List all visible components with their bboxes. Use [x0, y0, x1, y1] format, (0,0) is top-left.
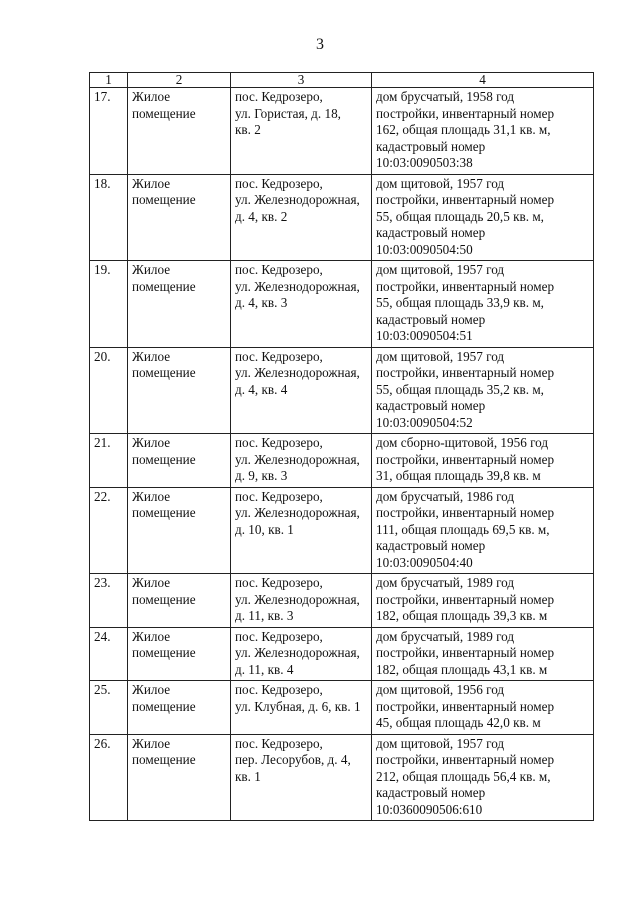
address-cell: [231, 88, 372, 175]
property-type-line: помещение: [132, 105, 196, 121]
property-type-line: Жилое: [132, 348, 171, 364]
property-type-line: помещение: [132, 451, 196, 467]
description-line: кадастровый номер: [376, 538, 486, 553]
description-line: постройки, инвентарный номер: [376, 451, 555, 467]
property-type-cell: [128, 681, 231, 735]
description-cell: [372, 487, 594, 574]
description-line: дом щитовой, 1956 год: [376, 682, 505, 697]
address-line: пос. Кедрозеро,: [235, 262, 323, 277]
row-number: 18.: [90, 174, 128, 261]
table-row: [90, 681, 594, 735]
description-line: постройки, инвентарный номер: [376, 752, 555, 767]
address-cell: [231, 261, 372, 348]
table-row: [90, 174, 594, 261]
description-line: кадастровый номер: [376, 785, 486, 800]
description-line: дом брусчатый, 1989 год: [376, 628, 515, 644]
address-cell: [231, 174, 372, 261]
address-line: д. 11, кв. 4: [235, 661, 294, 677]
address-cell: [231, 681, 372, 735]
address-line: пос. Кедрозеро,: [235, 175, 323, 191]
property-type-line: помещение: [132, 752, 196, 767]
row-number: 23.: [90, 574, 128, 628]
property-type-line: Жилое: [132, 262, 171, 277]
property-type-cell: [128, 574, 231, 628]
address-line: ул. Железнодорожная,: [235, 505, 360, 520]
description-line: постройки, инвентарный номер: [376, 365, 555, 380]
description-line: дом брусчатый, 1989 год: [376, 575, 515, 590]
page-number: 3: [316, 36, 324, 53]
address-line: пос. Кедрозеро,: [235, 628, 323, 644]
description-line: дом брусчатый, 1986 год: [376, 488, 515, 504]
description-line: дом сборно-щитовой, 1956 год: [376, 435, 549, 450]
description-line: дом щитовой, 1957 год: [376, 348, 505, 364]
column-header: 4: [372, 73, 594, 88]
table-row: [90, 734, 594, 821]
table-row: [90, 347, 594, 434]
table-row: [90, 261, 594, 348]
property-type-cell: [128, 347, 231, 434]
row-number: 25.: [90, 681, 128, 735]
description-line: 55, общая площадь 33,9 кв. м,: [376, 295, 544, 310]
description-line: кадастровый номер: [376, 225, 486, 240]
row-number: 22.: [90, 487, 128, 574]
address-cell: [231, 434, 372, 488]
description-line: 10:03:0090504:50: [376, 241, 473, 257]
description-cell: [372, 681, 594, 735]
address-line: пос. Кедрозеро,: [235, 488, 323, 504]
column-header: 3: [231, 73, 372, 88]
address-line: д. 9, кв. 3: [235, 468, 288, 483]
address-line: кв. 2: [235, 122, 261, 137]
description-line: 55, общая площадь 20,5 кв. м,: [376, 208, 544, 224]
property-type-line: Жилое: [132, 89, 171, 104]
column-header: 1: [90, 73, 128, 88]
description-line: постройки, инвентарный номер: [376, 698, 555, 714]
description-line: 10:03:0090503:38: [376, 155, 473, 170]
description-line: постройки, инвентарный номер: [376, 192, 555, 207]
description-line: 182, общая площадь 43,1 кв. м: [376, 661, 548, 677]
description-cell: [372, 261, 594, 348]
description-cell: [372, 347, 594, 434]
description-line: 182, общая площадь 39,3 кв. м: [376, 608, 548, 623]
row-number: 24.: [90, 627, 128, 681]
property-type-line: Жилое: [132, 682, 171, 697]
property-type-line: помещение: [132, 192, 196, 207]
table-row: [90, 434, 594, 488]
row-number: 26.: [90, 734, 128, 821]
property-type-line: помещение: [132, 698, 196, 714]
description-line: 111, общая площадь 69,5 кв. м,: [376, 521, 550, 537]
description-cell: [372, 434, 594, 488]
address-line: д. 4, кв. 4: [235, 381, 288, 397]
address-line: ул. Железнодорожная,: [235, 192, 360, 207]
address-line: пос. Кедрозеро,: [235, 575, 323, 590]
address-line: пос. Кедрозеро,: [235, 682, 323, 697]
property-type-line: помещение: [132, 365, 196, 380]
table-row: [90, 88, 594, 175]
property-type-cell: [128, 487, 231, 574]
property-type-cell: [128, 434, 231, 488]
table-body: [90, 88, 594, 821]
address-line: пос. Кедрозеро,: [235, 435, 323, 450]
address-line: пос. Кедрозеро,: [235, 89, 323, 104]
table-row: [90, 487, 594, 574]
property-type-line: Жилое: [132, 735, 171, 751]
address-line: ул. Железнодорожная,: [235, 645, 360, 660]
address-line: ул. Железнодорожная,: [235, 278, 360, 294]
property-registry-table: [89, 72, 594, 821]
row-number: 20.: [90, 347, 128, 434]
address-line: д. 4, кв. 2: [235, 208, 288, 224]
property-type-line: Жилое: [132, 488, 171, 504]
description-line: постройки, инвентарный номер: [376, 645, 555, 660]
description-cell: [372, 627, 594, 681]
description-line: 31, общая площадь 39,8 кв. м: [376, 468, 541, 483]
description-line: дом щитовой, 1957 год: [376, 735, 505, 751]
table-row: [90, 627, 594, 681]
description-line: 212, общая площадь 56,4 кв. м,: [376, 768, 551, 784]
description-cell: [372, 574, 594, 628]
table-row: [90, 574, 594, 628]
address-cell: [231, 487, 372, 574]
address-cell: [231, 347, 372, 434]
property-type-line: помещение: [132, 591, 196, 607]
address-line: д. 11, кв. 3: [235, 608, 294, 623]
address-cell: [231, 574, 372, 628]
address-line: ул. Железнодорожная,: [235, 451, 360, 467]
address-line: д. 4, кв. 3: [235, 295, 288, 310]
property-type-line: помещение: [132, 278, 196, 294]
address-line: пос. Кедрозеро,: [235, 348, 323, 364]
column-header: 2: [128, 73, 231, 88]
description-line: дом щитовой, 1957 год: [376, 262, 505, 277]
description-line: 10:03:0090504:40: [376, 554, 473, 570]
address-line: ул. Железнодорожная,: [235, 365, 360, 380]
property-type-cell: [128, 174, 231, 261]
address-line: пер. Лесорубов, д. 4,: [235, 752, 351, 767]
property-type-cell: [128, 88, 231, 175]
property-type-line: помещение: [132, 505, 196, 520]
row-number: 17.: [90, 88, 128, 175]
description-cell: [372, 88, 594, 175]
description-line: кадастровый номер: [376, 138, 486, 154]
description-line: 10:0360090506:610: [376, 801, 483, 817]
description-line: дом щитовой, 1957 год: [376, 175, 505, 191]
property-type-line: помещение: [132, 645, 196, 660]
row-number: 21.: [90, 434, 128, 488]
property-type-line: Жилое: [132, 435, 171, 450]
description-line: дом брусчатый, 1958 год: [376, 89, 515, 104]
property-type-cell: [128, 734, 231, 821]
address-line: ул. Клубная, д. 6, кв. 1: [235, 698, 361, 714]
header-row: [90, 73, 594, 88]
description-line: 162, общая площадь 31,1 кв. м,: [376, 122, 551, 137]
description-line: постройки, инвентарный номер: [376, 105, 555, 121]
address-line: ул. Гористая, д. 18,: [235, 105, 341, 121]
property-type-cell: [128, 627, 231, 681]
description-cell: [372, 734, 594, 821]
description-cell: [372, 174, 594, 261]
description-line: 10:03:0090504:52: [376, 414, 473, 430]
property-type-line: Жилое: [132, 628, 171, 644]
property-type-line: Жилое: [132, 175, 171, 191]
address-line: д. 10, кв. 1: [235, 521, 294, 537]
address-line: пос. Кедрозеро,: [235, 735, 323, 751]
address-line: ул. Железнодорожная,: [235, 591, 360, 607]
description-line: постройки, инвентарный номер: [376, 278, 555, 294]
address-line: кв. 1: [235, 768, 261, 784]
address-cell: [231, 734, 372, 821]
property-type-cell: [128, 261, 231, 348]
description-line: 45, общая площадь 42,0 кв. м: [376, 715, 541, 730]
description-line: 10:03:0090504:51: [376, 328, 473, 343]
description-line: кадастровый номер: [376, 398, 486, 413]
description-line: кадастровый номер: [376, 311, 486, 327]
property-type-line: Жилое: [132, 575, 171, 590]
description-line: 55, общая площадь 35,2 кв. м,: [376, 381, 544, 397]
description-line: постройки, инвентарный номер: [376, 591, 555, 607]
address-cell: [231, 627, 372, 681]
row-number: 19.: [90, 261, 128, 348]
description-line: постройки, инвентарный номер: [376, 505, 555, 520]
